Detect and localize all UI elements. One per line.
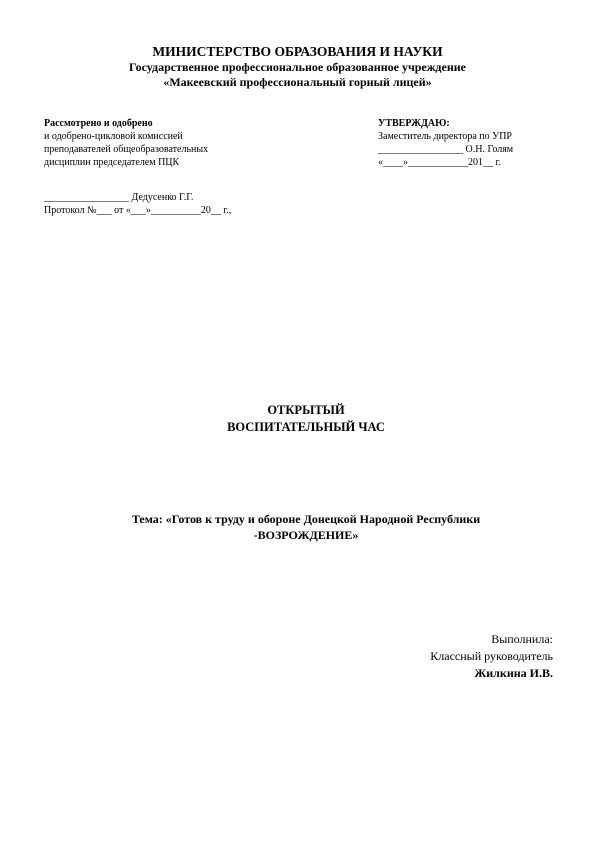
ministry-name: МИНИСТЕРСТВО ОБРАЗОВАНИЯ И НАУКИ [152, 44, 443, 59]
approve-date-line: «____»____________201__ г. [378, 157, 501, 168]
institution-name: «Макеевский профессиональный горный лицей» [163, 75, 432, 89]
theme-line-1: Тема: «Готов к труду и обороне Донецкой Народной Республики [131, 512, 481, 526]
review-heading: Рассмотрено и одобрено [44, 118, 153, 129]
title-line-1: ОТКРЫТЫЙ [267, 403, 345, 417]
signature-line-2: Классный руководитель [430, 649, 553, 663]
approve-signature-line: _________________ О.Н. Голям [378, 144, 514, 155]
chair-signature-line: _________________ Дедусенко Г.Г. [44, 192, 194, 203]
theme-line-2: -ВОЗРОЖДЕНИЕ» [253, 528, 359, 542]
title-line-2: ВОСПИТАТЕЛЬНЫЙ ЧАС [227, 420, 385, 434]
signature-line-3: Жилкина И.В. [474, 666, 553, 680]
approve-block [378, 117, 513, 169]
protocol-block [44, 191, 231, 217]
document-title [0, 402, 595, 436]
signature-line-1: Выполнила: [491, 632, 553, 646]
review-approval-block [44, 117, 208, 169]
approve-heading: УТВЕРЖДАЮ: [378, 118, 450, 129]
approve-position: Заместитель директора по УПР [378, 131, 512, 142]
review-line-1: и одобрено-цикловой комиссией [44, 131, 183, 142]
theme-block [0, 511, 595, 543]
document-header [0, 44, 595, 90]
protocol-line: Протокол №___ от «___»__________20__ г., [44, 205, 232, 216]
review-line-2: преподавателей общеобразовательных [44, 144, 209, 155]
institution-type: Государственное профессиональное образованное учреждение [129, 60, 466, 74]
author-signature [430, 631, 553, 682]
review-line-3: дисциплин председателем ПЦК [44, 157, 180, 168]
